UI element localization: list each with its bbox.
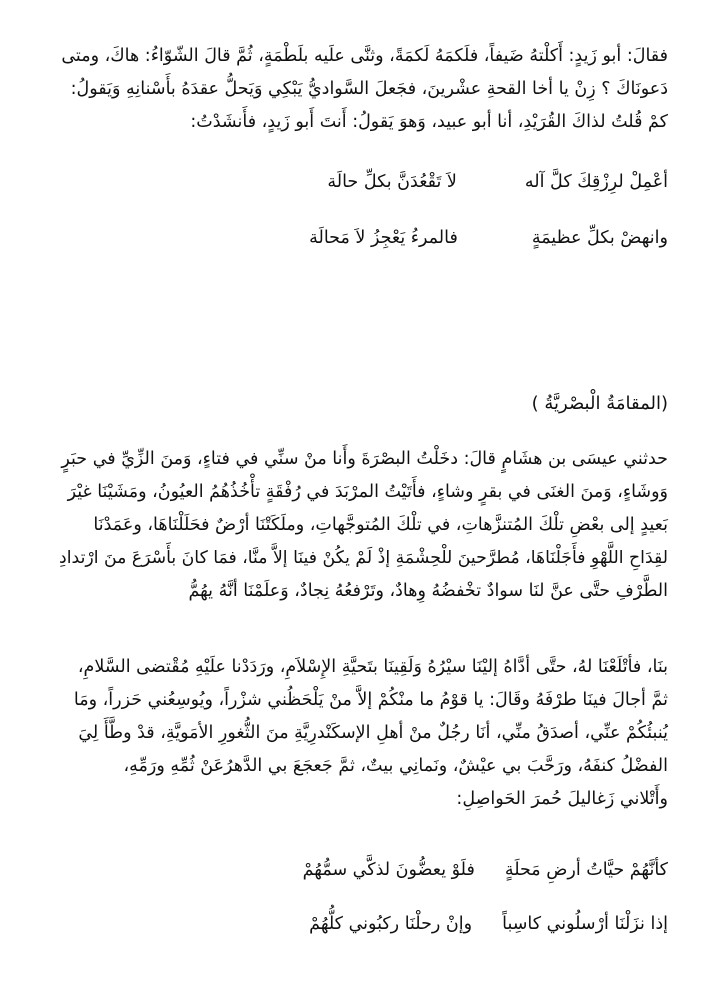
text-line: وَوشَاءٍ، وَمنَ الغنَى في بقرٍ وشاءٍ، فأَتَيْتُ المرْبَدَ في رُفْقَةٍ تأْخُذُهُمُ العيُونُ، ومَشَيْنَا غيْرَ xyxy=(67,482,668,502)
text-line: ثمَّ أجالَ فينَا طرْفَهُ وقَالَ: يا قوْمُ ما منْكُمْ إلاَّ منْ يَلْحَظُني شزْراً، ويُوسِعُني حَزراً، ومَا xyxy=(73,690,668,710)
verse-second-hemistich: لاَ تَقْعُدَنَّ بكلِّ حالَة xyxy=(327,172,457,192)
text-line: بنَا، فأتْلَعْنَا لهُ، حتَّى أدَّاهُ إليْنَا سيْرُهُ وَلَقِينَا بتَحيَّةِ الإِسْلاَمِ، ورَدَدْنا علَيْهِ مُقْتضى السَّلامِ، xyxy=(77,657,668,677)
poem-verse xyxy=(309,228,668,248)
text-line: الطَّرْفِ حتَّى عنَّ لنَا سوادٌ تخْفضُهُ وِهادٌ، وتَرْفعُهُ نِجادٌ، وَعلَمْنَا أنَّهُ يهُمُّ xyxy=(188,581,668,601)
text-line: لقِدَاحِ اللَّهْوِ فأَجَلْنَاهَا، مُطرَّحينَ للْحِشْمَةِ إذْ لَمْ يكُنْ فينَا إلاَّ منَّا، فمَا كانَ بأَسْرَعَ منَ ارْتدادِ xyxy=(59,548,668,568)
verse-first-hemistich: إذا نزَلْنَا أرْسلُوني كاسِباً xyxy=(502,914,668,934)
text-line: يُنبئُكُمْ عنِّي، أصدَقُ منِّي، أنَا رجُلٌ منْ أهلِ الإسكَنْدرِيَّةِ منَ الثُّغورِ الأمَويَّةِ، قدْ وطَّأَ لِيَ xyxy=(78,723,668,743)
body-paragraph xyxy=(52,651,668,816)
section-title: (المقامَةُ الْبصْريَّةُ ) xyxy=(531,393,668,414)
verse-second-hemistich: فلَوْ يعضُّونَ لذكَّي سمُّهُمْ xyxy=(302,860,475,880)
text-line: كمْ قُلتُ لذاكَ القُرَيْدِ، أنا أبو عبيد، وَهوَ يَقولُ: أَنتَ أَبو زَيدٍ، فأَنشَدْتُ: xyxy=(190,112,668,132)
verse-second-hemistich: فالمرءُ يَعْجِزُ لاَ مَحالَة xyxy=(309,228,458,248)
text-line: دَعونَاكَ ؟ زِنْ يا أخا القحةِ عشْرينَ، فجَعلَ السَّواديُّ يَبْكِي وَيَحلُّ عقدَهُ بأَسْنانِهِ وَيَقولُ: xyxy=(70,79,668,99)
text-line: حدثني عيسَى بن هشَامٍ قالَ: دخَلْتُ البصْرَةَ وأَنا منْ سنِّي في فتاءٍ، وَمنَ الزِّيِّ في حبَرٍ xyxy=(61,449,668,469)
verse-second-hemistich: وإنْ رحلْنَا ركبُوني كلُّهُمْ xyxy=(309,914,473,934)
text-line: الفضْلُ كنفَهُ، ورَحَّبَ بي عيْشٌ، ونَمانِي بيتٌ، ثمَّ جَعجَعَ بي الدَّهرُعَنْ ثُمِّهِ ورَمِّهِ، xyxy=(123,756,668,776)
text-line: فقالَ: أبو زَيدٍ: أَكلْتهُ ضَيفاً، فلَكمَهُ لَكمَةً، وثنَّى علَيه بلَطْمَةٍ، ثُمَّ قالَ الشّوّاءُ: هاكَ، ومتى xyxy=(61,46,668,66)
text-line: وأَتْلاني زَغاليلَ حُمرَ الحَواصِلِ: xyxy=(456,789,668,809)
intro-paragraph xyxy=(52,40,668,139)
verse-first-hemistich: كأنَّهُمْ حيَّاتُ أرضِ مَحلَةٍ xyxy=(504,860,668,880)
poem-verse xyxy=(309,914,668,934)
text-line: بَعيدٍ إلى بعْضِ تلْكَ المُتنزَّهاتِ، في تلْكَ المُتوجَّهاتِ، وملَكَتْنَا أرْضٌ فحَلَلْنَاهَا، وعَمَدْنَا xyxy=(93,515,668,535)
poem-verse xyxy=(303,860,668,880)
verse-first-hemistich: أعْمِلْ لرِزْقِكَ كلَّ آله xyxy=(524,172,668,192)
verse-first-hemistich: وانهضْ بكلِّ عظيمَةٍ xyxy=(531,228,668,248)
poem-verse xyxy=(327,172,668,192)
body-paragraph xyxy=(52,443,668,608)
